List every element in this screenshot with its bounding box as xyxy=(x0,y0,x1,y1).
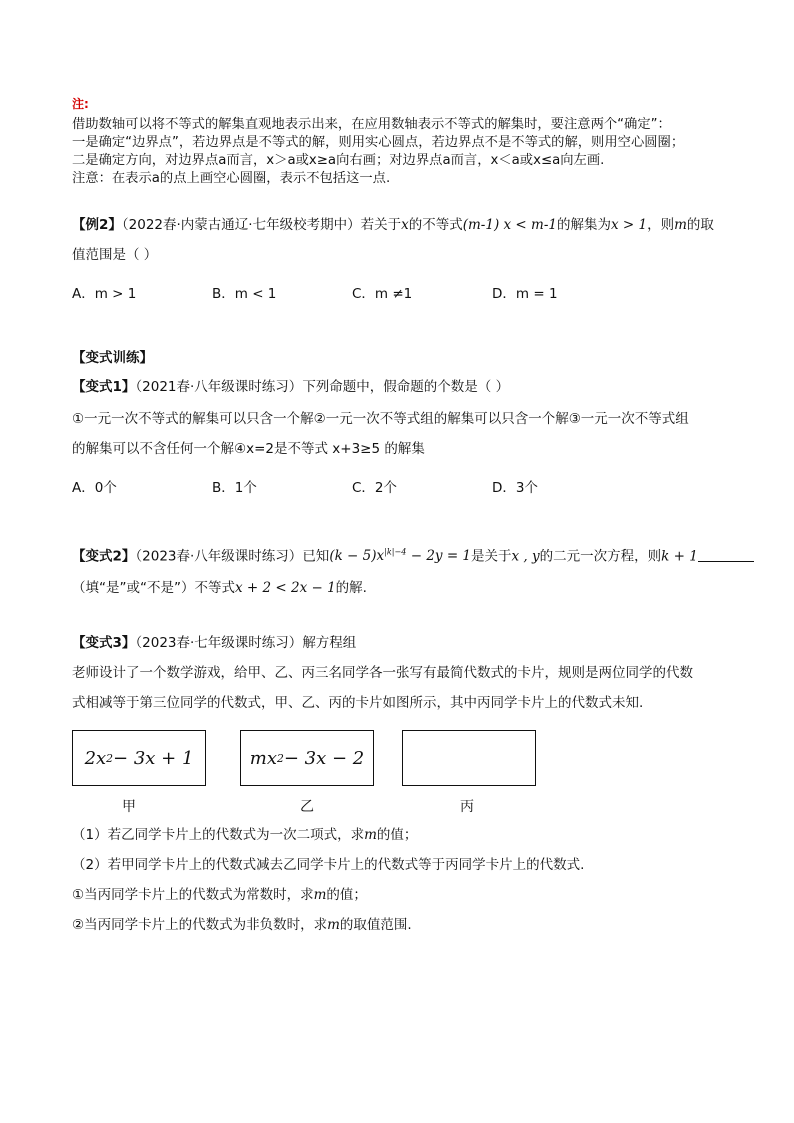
expr-k-plus-1: k + 1 xyxy=(661,548,698,565)
example-2-line-2: 值范围是（ ） xyxy=(72,246,158,263)
question-2-2-text: ②当丙同学卡片上的代数式为非负数时，求 xyxy=(72,917,328,934)
variant-1-options xyxy=(72,476,732,496)
solution-set: x > 1 xyxy=(610,216,648,233)
question-2-1-text: 的值； xyxy=(326,887,367,904)
practice-title: 【变式训练】 xyxy=(72,349,153,366)
var-m: m xyxy=(327,917,340,934)
variant-1 xyxy=(72,374,732,496)
note-title: 注: xyxy=(72,97,89,111)
variant-2-text: 是关于 xyxy=(471,548,512,565)
card-bing xyxy=(402,730,536,786)
example-2-text: 的解集为 xyxy=(556,216,611,233)
inequality-2: x + 2 < 2x − 1 xyxy=(234,580,336,597)
variant-3 xyxy=(72,628,732,940)
variant-2-text: 的二元一次方程，则 xyxy=(539,548,662,565)
option-d: D．m = 1 xyxy=(492,285,558,302)
note-block xyxy=(72,95,732,188)
var-m: m xyxy=(313,887,327,904)
var-x: x xyxy=(401,216,409,233)
vars-xy: x , y xyxy=(511,548,540,565)
variant-3-source: （2023春·七年级课时练习） xyxy=(135,635,303,652)
example-2-tag: 【例2】 xyxy=(72,216,122,233)
option-c: C．m ≠1 xyxy=(352,285,413,302)
equation-exponent: |k|−4 xyxy=(384,546,407,557)
worksheet-page xyxy=(72,95,732,940)
card-jia-expr: 2x xyxy=(84,747,107,769)
question-2-2-text: 的取值范围. xyxy=(339,917,412,934)
card-yi xyxy=(240,730,374,786)
example-2 xyxy=(72,210,732,302)
variant-3-stem: 解方程组 xyxy=(302,635,357,652)
card-yi-label: 乙 xyxy=(300,799,314,816)
example-2-options xyxy=(72,282,732,302)
example-2-text: 若关于 xyxy=(360,216,402,233)
option-a: A．0个 xyxy=(72,479,117,496)
note-line-4: 注意：在表示a的点上画空心圆圈，表示不包括这一点. xyxy=(72,170,391,186)
option-b: B．m < 1 xyxy=(212,285,277,302)
variant-1-line-2: 的解集可以不含任何一个解④x=2是不等式 x+3≥5 的解集 xyxy=(72,440,425,457)
example-2-text: 的不等式 xyxy=(408,216,463,233)
equation xyxy=(329,548,471,564)
variant-2-text: 的解. xyxy=(335,580,367,597)
var-m: m xyxy=(364,827,377,844)
card-yi-expr-rest: − 3x − 2 xyxy=(283,747,365,769)
variant-1-line-1: ①一元一次不等式的解集可以只含一个解②一元一次不等式组的解集可以只含一个解③一元一次不等式组 xyxy=(72,410,689,427)
variant-3-line-1: 老师设计了一个数学游戏，给甲、乙、丙三名同学各一张写有最简代数式的卡片，规则是两位同学的代数 xyxy=(72,665,693,682)
inequality: (m-1) x < m-1 xyxy=(462,216,557,233)
variant-2-source: （2023春·八年级课时练习） xyxy=(135,548,303,565)
variant-2-text: 已知 xyxy=(302,548,330,565)
question-2-1-text: ①当丙同学卡片上的代数式为常数时，求 xyxy=(72,887,314,904)
note-line-1: 借助数轴可以将不等式的解集直观地表示出来，在应用数轴表示不等式的解集时，要注意两个“确定”： xyxy=(72,117,671,132)
card-yi-exponent: 2 xyxy=(276,751,284,765)
variant-1-tag: 【变式1】 xyxy=(72,378,136,395)
example-2-source: （2022春·内蒙古通辽·七年级校考期中） xyxy=(121,216,361,233)
question-1-text: （1）若乙同学卡片上的代数式为一次二项式，求 xyxy=(72,827,365,844)
question-1-text: 的值； xyxy=(376,827,418,844)
note-line-2: 一是确定“边界点”，若边界点是不等式的解，则用实心圆点，若边界点不是不等式的解，则用空心圆圈； xyxy=(72,134,685,150)
variant-1-stem: 下列命题中，假命题的个数是（ ） xyxy=(302,378,510,395)
answer-blank[interactable] xyxy=(698,547,754,562)
card-jia-exponent: 2 xyxy=(106,751,114,765)
variant-3-tag: 【变式3】 xyxy=(72,635,136,652)
option-d: D．3个 xyxy=(492,479,538,496)
example-2-text: 的取 xyxy=(686,216,714,233)
equation-base: (k − 5)x xyxy=(329,548,385,565)
cards-row xyxy=(72,730,732,820)
variant-2-text: （填“是”或“不是”）不等式 xyxy=(72,580,235,597)
card-yi-expr: mx xyxy=(249,747,277,769)
example-2-text: ，则 xyxy=(647,216,675,233)
var-m: m xyxy=(674,216,687,233)
card-jia-expr-rest: − 3x + 1 xyxy=(113,747,194,769)
card-jia xyxy=(72,730,206,786)
option-a: A．m > 1 xyxy=(72,285,137,302)
card-jia-label: 甲 xyxy=(122,799,136,816)
note-line-3: 二是确定方向，对边界点a而言，x＞a或x≥a向右画；对边界点a而言，x＜a或x≤a向左画. xyxy=(72,152,605,168)
equation-rest: − 2y = 1 xyxy=(406,548,472,565)
variant-1-source: （2021春·八年级课时练习） xyxy=(135,378,303,395)
option-c: C．2个 xyxy=(352,479,398,496)
card-bing-label: 丙 xyxy=(460,799,474,816)
option-b: B．1个 xyxy=(212,479,257,496)
question-2-text: （2）若甲同学卡片上的代数式减去乙同学卡片上的代数式等于丙同学卡片上的代数式. xyxy=(72,857,585,874)
variant-2-tag: 【变式2】 xyxy=(72,548,136,565)
variant-2 xyxy=(72,536,732,605)
variant-3-line-2: 式相减等于第三位同学的代数式，甲、乙、丙的卡片如图所示，其中丙同学卡片上的代数式未知. xyxy=(72,695,644,712)
